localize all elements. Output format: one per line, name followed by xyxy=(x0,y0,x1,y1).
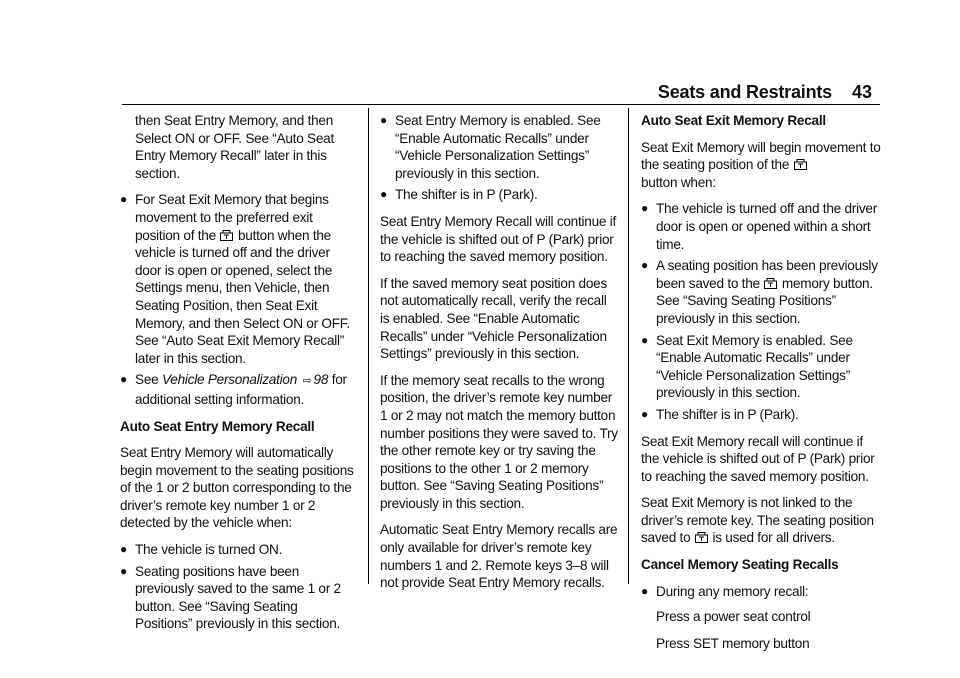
section-heading: Cancel Memory Seating Recalls xyxy=(641,557,839,573)
section-heading: Auto Seat Exit Memory Recall xyxy=(641,113,826,128)
bullet-icon: ● xyxy=(641,332,648,347)
bullet-icon: ● xyxy=(641,583,648,598)
bullet-icon: ● xyxy=(380,113,387,127)
bullet-icon: ● xyxy=(641,406,648,421)
sub-item: Press a power seat control xyxy=(656,609,811,625)
bullet-icon: ● xyxy=(120,192,127,207)
section-title: Seats and Restraints xyxy=(657,82,832,102)
section-heading: Auto Seat Entry Memory Recall xyxy=(120,418,315,434)
bullet-item: ● A seating position has been previously been saved to the memory button. See “Saving Seating Positions” previously in this section. xyxy=(641,258,878,326)
column-2 xyxy=(380,112,618,601)
paragraph: Seat Exit Memory will begin movement to the seating position of the button when: xyxy=(641,139,881,190)
page-header xyxy=(0,82,960,106)
page-number: 43 xyxy=(851,82,872,102)
seat-exit-memory-icon xyxy=(695,532,708,543)
bullet-item: ● The shifter is in P (Park). xyxy=(380,187,538,203)
bullet-item: ● The vehicle is turned ON. xyxy=(120,542,283,558)
paragraph: If the saved memory seat position does not automatically recall, verify the recall is enabled. See “Enable Automatic Recalls” under “Vehicle Personalization Settings” previously in this section. xyxy=(380,275,608,362)
bullet-item: ● The vehicle is turned off and the driver door is open or opened within a short time. xyxy=(641,201,877,252)
paragraph: Seat Exit Memory recall will continue if the vehicle is shifted out of P (Park) prior to reaching the saved memory position. xyxy=(641,433,875,484)
seat-exit-memory-icon xyxy=(764,278,777,289)
bullet-item: ● Seating positions have been previously saved to the same 1 or 2 button. See “Saving Seating Positions” previously in this section. xyxy=(120,563,341,632)
sub-item: Press SET memory button xyxy=(656,635,810,651)
bullet-item: ● The shifter is in P (Park). xyxy=(641,406,799,422)
bullet-item: ● Seat Exit Memory is enabled. See “Enable Automatic Recalls” under “Vehicle Personalization Settings” previously in this section. xyxy=(641,332,853,401)
paragraph: then Seat Entry Memory, and then Select ON or OFF. See “Auto Seat Entry Memory Recall” later in this section. xyxy=(135,113,335,181)
column-divider-2 xyxy=(628,108,629,584)
column-1 xyxy=(120,112,358,637)
seat-exit-memory-icon xyxy=(794,159,807,170)
paragraph: Seat Exit Memory is not linked to the driver’s remote key. The seating position saved to is used for all drivers. xyxy=(641,495,874,546)
page-arrow-icon: ⇨ xyxy=(302,375,312,388)
bullet-item: ● See Vehicle Personalization ⇨ 98 for additional setting information. xyxy=(120,372,347,407)
header-rule xyxy=(122,104,880,105)
bullet-icon: ● xyxy=(641,201,648,216)
paragraph: Seat Entry Memory will automatically begin movement to the seating positions of the 1 or 2 button corresponding to the driver’s remote key number 1 or 2 detected by the vehicle when: xyxy=(120,445,354,531)
column-divider-1 xyxy=(368,108,369,584)
seat-exit-memory-icon xyxy=(220,230,233,241)
paragraph: Seat Entry Memory Recall will continue if the vehicle is shifted out of P (Park) prior to reaching the saved memory position. xyxy=(380,213,617,265)
bullet-icon: ● xyxy=(380,187,387,202)
bullet-icon: ● xyxy=(641,258,648,273)
bullet-item: ● Seat Entry Memory is enabled. See “Enable Automatic Recalls” under “Vehicle Personalization Settings” previously in this section. xyxy=(380,113,601,181)
cross-reference-page[interactable]: 98 xyxy=(313,372,329,388)
bullet-icon: ● xyxy=(120,372,127,387)
paragraph: Automatic Seat Entry Memory recalls are only available for driver’s remote key numbers 1 and 2. Remote keys 3–8 will not provide Seat Entry Memory recalls. xyxy=(380,522,618,591)
cross-reference-link[interactable]: Vehicle Personalization xyxy=(161,372,298,388)
bullet-icon: ● xyxy=(120,563,127,578)
paragraph: If the memory seat recalls to the wrong position, the driver’s remote key number 1 or 2 may not match the memory button number positions they were saved to. Try the other remote key or try saving the positions to the other 1 or 2 memory button. See “Saving Seating Positions” previously in this section. xyxy=(380,372,618,511)
bullet-item: ● For Seat Exit Memory that begins movement to the preferred exit position of the button when the vehicle is turned off and the driver door is open or opened, select the Settings menu, then Vehicle, then Seating Position, then Seat Exit Memory, and then Select ON or OFF. See “Auto Seat Exit Memory Recall” later in this section. xyxy=(120,192,350,366)
column-3 xyxy=(641,112,881,661)
bullet-item: ● During any memory recall: xyxy=(641,583,809,599)
bullet-icon: ● xyxy=(120,542,127,557)
